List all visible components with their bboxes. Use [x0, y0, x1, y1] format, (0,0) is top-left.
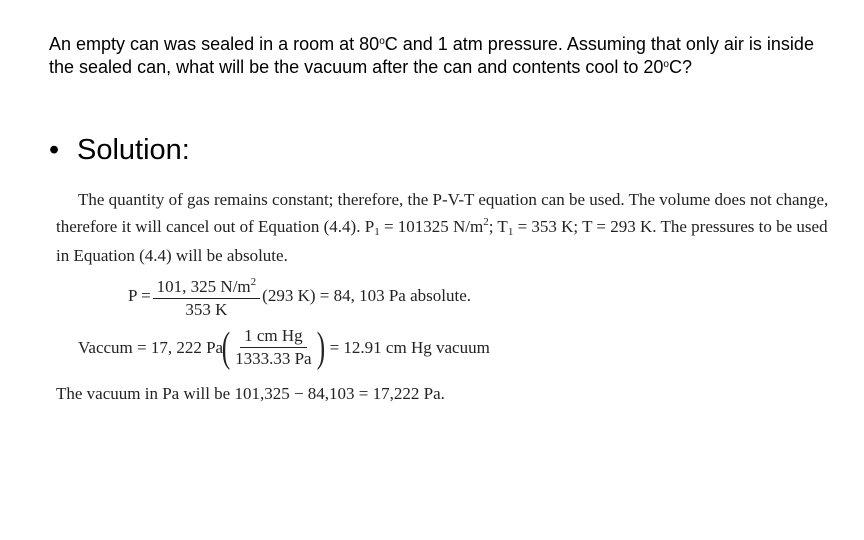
- eq2-fraction: [231, 326, 316, 369]
- eq1-numerator-sup: 2: [250, 276, 257, 288]
- eq2-numerator: 1 cm Hg: [240, 326, 307, 348]
- solution-label: Solution:: [77, 134, 190, 166]
- para-text-b: = 101325 N/m: [379, 217, 484, 236]
- eq2-denominator: 1333.33 Pa: [235, 349, 312, 368]
- bullet-icon: •: [49, 134, 60, 166]
- para-text-a: The quantity of gas remains constant; therefore, the P-V-T equation can be used. The volume does not change, therefore it will cancel out of Equation (4.4). P: [56, 190, 829, 236]
- solution-image: [56, 188, 846, 410]
- vacuum-equation: [78, 326, 490, 369]
- eq1-lhs: P =: [128, 286, 151, 305]
- eq1-fraction: [153, 272, 260, 320]
- degree-superscript-2: o: [663, 59, 669, 70]
- eq1-denominator: 353 K: [185, 300, 228, 319]
- conclusion-text: The vacuum in Pa will be 101,325 − 84,103 = 17,222 Pa.: [56, 384, 445, 403]
- question-part-1: An empty can was sealed in a room at 80: [49, 34, 380, 54]
- eq2-lhs: Vaccum = 17, 222 Pa: [78, 337, 224, 357]
- eq2-rhs: = 12.91 cm Hg vacuum: [329, 337, 490, 357]
- eq1-numerator-text: 101, 325 N/m: [156, 277, 251, 296]
- question-part-2: C and 1 atm pressure. Assuming that only air is inside the sealed can, what will be the vacuum after the can and contents cool to 20: [49, 34, 814, 77]
- para-text-c: ; T: [488, 217, 508, 236]
- p1-subscript: 1: [374, 226, 380, 238]
- m-squared-superscript: 2: [483, 216, 489, 228]
- solution-heading: [49, 132, 190, 168]
- para-text-d: = 353 K; T = 293 K. The pressures to be used in Equation (4.4) will be absolute.: [56, 217, 828, 265]
- question-part-3: C?: [668, 57, 692, 77]
- eq1-numerator: [153, 272, 260, 299]
- eq1-rhs: (293 K) = 84, 103 Pa absolute.: [262, 286, 471, 305]
- eq2-close-paren: ): [316, 324, 325, 371]
- degree-superscript-1: o: [379, 36, 385, 47]
- eq2-open-paren: (: [221, 324, 231, 371]
- solution-paragraph: [56, 188, 841, 267]
- question-text: [49, 33, 839, 79]
- t1-subscript: 1: [507, 226, 514, 238]
- pressure-equation: [128, 272, 471, 320]
